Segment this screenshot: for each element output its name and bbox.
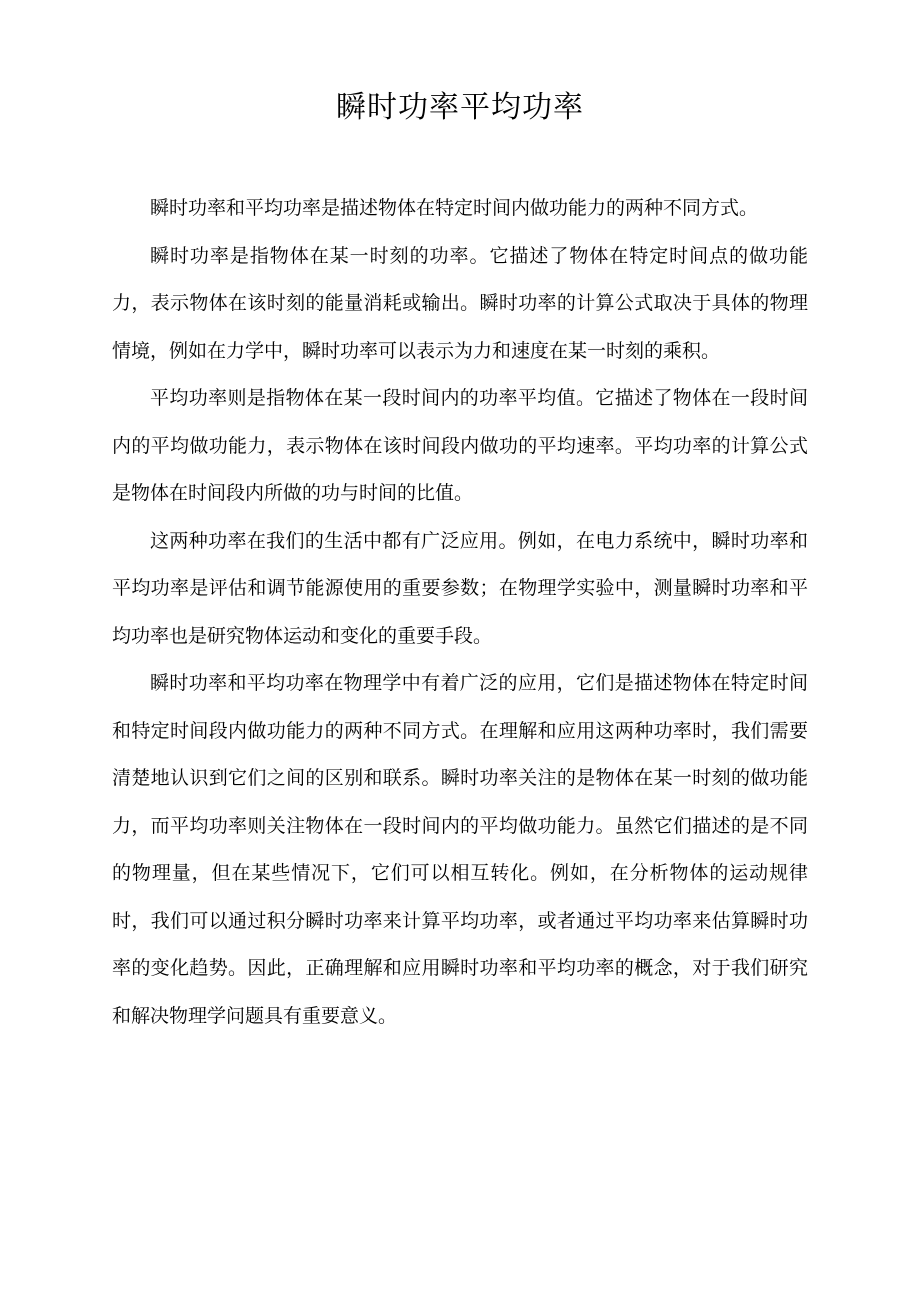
paragraph-conclusion: 瞬时功率和平均功率在物理学中有着广泛的应用，它们是描述物体在特定时间和特定时间段内做功能力的两种不同方式。在理解和应用这两种功率时，我们需要清楚地认识到它们之间的区别和联系。瞬时功率关注的是物体在某一时刻的做功能力，而平均功率则关注物体在一段时间内的平均做功能力。虽然它们描述的是不同的物理量，但在某些情况下，它们可以相互转化。例如，在分析物体的运动规律时，我们可以通过积分瞬时功率来计算平均功率，或者通过平均功率来估算瞬时功率的变化趋势。因此，正确理解和应用瞬时功率和平均功率的概念，对于我们研究和解决物理学问题具有重要意义。	[112, 672, 808, 1027]
document-body	[112, 185, 808, 1040]
paragraph-instantaneous-power: 瞬时功率是指物体在某一时刻的功率。它描述了物体在特定时间点的做功能力，表示物体在该时刻的能量消耗或输出。瞬时功率的计算公式取决于具体的物理情境，例如在力学中，瞬时功率可以表示为力和速度在某一时刻的乘积。	[112, 244, 808, 362]
paragraph-average-power: 平均功率则是指物体在某一段时间内的功率平均值。它描述了物体在一段时间内的平均做功能力，表示物体在该时间段内做功的平均速率。平均功率的计算公式是物体在时间段内所做的功与时间的比值。	[112, 387, 808, 504]
document-title: 瞬时功率平均功率	[336, 90, 584, 125]
paragraph-intro: 瞬时功率和平均功率是描述物体在特定时间内做功能力的两种不同方式。	[150, 197, 759, 219]
paragraph-applications: 这两种功率在我们的生活中都有广泛应用。例如，在电力系统中，瞬时功率和平均功率是评估和调节能源使用的重要参数；在物理学实验中，测量瞬时功率和平均功率也是研究物体运动和变化的重要手段。	[112, 529, 808, 647]
